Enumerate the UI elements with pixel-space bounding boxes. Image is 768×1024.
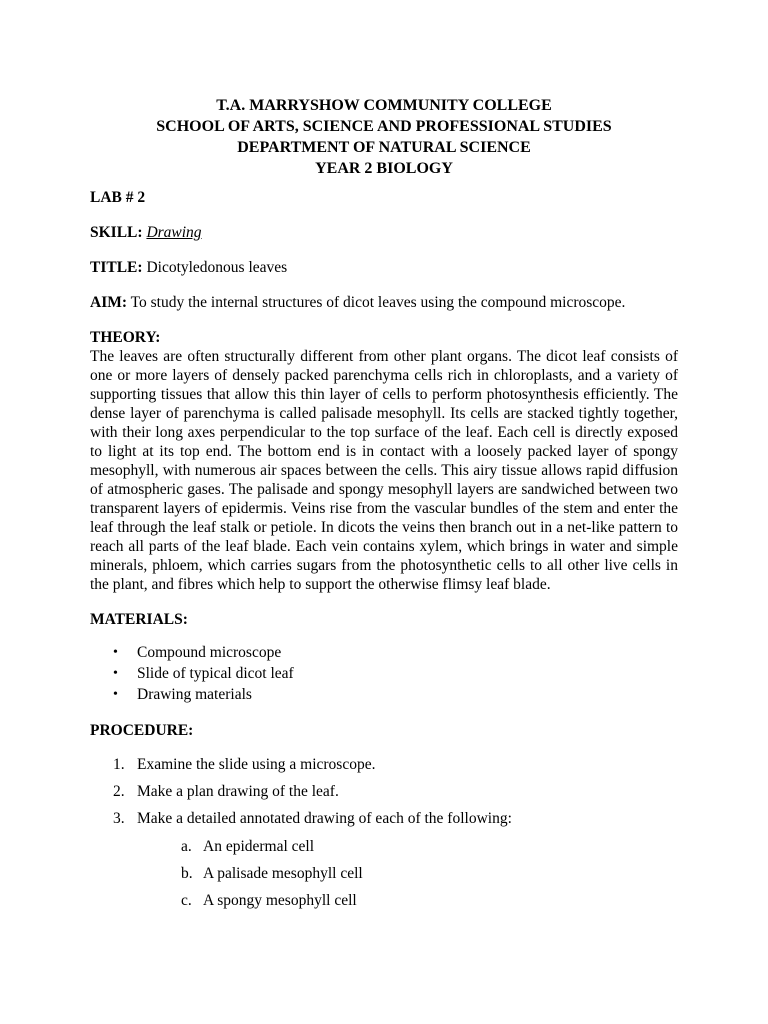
title-label: TITLE: <box>90 259 143 276</box>
skill-row <box>90 223 678 242</box>
skill-value: Drawing <box>146 224 202 241</box>
material-item-text: Slide of typical dicot leaf <box>137 665 294 682</box>
substep-text: A spongy mesophyll cell <box>203 892 357 909</box>
procedure-step <box>113 782 678 801</box>
substep-letter: b. <box>181 865 193 882</box>
theory-heading: THEORY: <box>90 329 161 346</box>
step-text: Examine the slide using a microscope. <box>137 756 376 773</box>
lab-number <box>90 188 678 207</box>
title-value: Dicotyledonous leaves <box>146 259 288 276</box>
procedure-substep <box>181 891 678 910</box>
list-item <box>113 642 678 663</box>
theory-section <box>90 328 678 594</box>
procedure-section <box>90 721 678 910</box>
skill-label: SKILL: <box>90 224 143 241</box>
document-header <box>90 95 678 179</box>
step-text: Make a plan drawing of the leaf. <box>137 783 339 800</box>
substep-letter: a. <box>181 838 192 855</box>
procedure-step <box>113 755 678 774</box>
substep-text: A palisade mesophyll cell <box>203 865 363 882</box>
bullet-icon: • <box>113 645 118 660</box>
procedure-sublist <box>181 837 678 910</box>
substep-letter: c. <box>181 892 192 909</box>
step-number: 3. <box>113 810 125 827</box>
bullet-icon: • <box>113 666 118 681</box>
course-name: YEAR 2 BIOLOGY <box>315 160 453 177</box>
procedure-heading: PROCEDURE: <box>90 722 194 739</box>
lab-number-label: LAB # 2 <box>90 189 146 206</box>
aim-label: AIM: <box>90 294 128 311</box>
aim-row <box>90 293 678 312</box>
step-number: 1. <box>113 756 125 773</box>
procedure-substep <box>181 864 678 883</box>
procedure-list <box>113 755 678 910</box>
aim-text: To study the internal structures of dicot leaves using the compound microscope. <box>130 294 626 311</box>
title-row <box>90 258 678 277</box>
list-item <box>113 663 678 684</box>
college-name: T.A. MARRYSHOW COMMUNITY COLLEGE <box>216 97 552 114</box>
step-number: 2. <box>113 783 125 800</box>
department-name: DEPARTMENT OF NATURAL SCIENCE <box>237 139 531 156</box>
procedure-step <box>113 809 678 828</box>
materials-heading: MATERIALS: <box>90 611 188 628</box>
theory-paragraph: The leaves are often structurally different from other plant organs. The dicot leaf consists of one or more layers of densely packed parenchyma cells rich in chloroplasts, and a variety of supporting tissues that allow this thin layer of cells to perform photosynthesis efficiently. The dense layer of parenchyma is called palisade mesophyll. Its cells are stacked tightly together, with their long axes perpendicular to the top surface of the leaf. Each cell is directly exposed to light at its top end. The bottom end is in contact with a loosely packed layer of spongy mesophyll, with numerous air spaces between the cells. This airy tissue allows rapid diffusion of atmospheric gases. The palisade and spongy mesophyll layers are sandwiched between two transparent layers of epidermis. Veins rise from the vascular bundles of the stem and enter the leaf through the leaf stalk or petiole. In dicots the veins then branch out in a net-like pattern to reach all parts of the leaf blade. Each vein contains xylem, which brings in water and simple minerals, phloem, which carries sugars from the photosynthetic cells to all other live cells in the plant, and fibres which help to support the otherwise flimsy leaf blade. <box>90 348 678 593</box>
materials-section <box>90 610 678 705</box>
step-text: Make a detailed annotated drawing of each of the following: <box>137 810 512 827</box>
school-name: SCHOOL OF ARTS, SCIENCE AND PROFESSIONAL STUDIES <box>156 118 612 135</box>
materials-list <box>113 642 678 705</box>
material-item-text: Drawing materials <box>137 686 252 703</box>
substep-text: An epidermal cell <box>203 838 315 855</box>
list-item <box>113 684 678 705</box>
procedure-substep <box>181 837 678 856</box>
material-item-text: Compound microscope <box>137 644 282 661</box>
bullet-icon: • <box>113 687 118 702</box>
